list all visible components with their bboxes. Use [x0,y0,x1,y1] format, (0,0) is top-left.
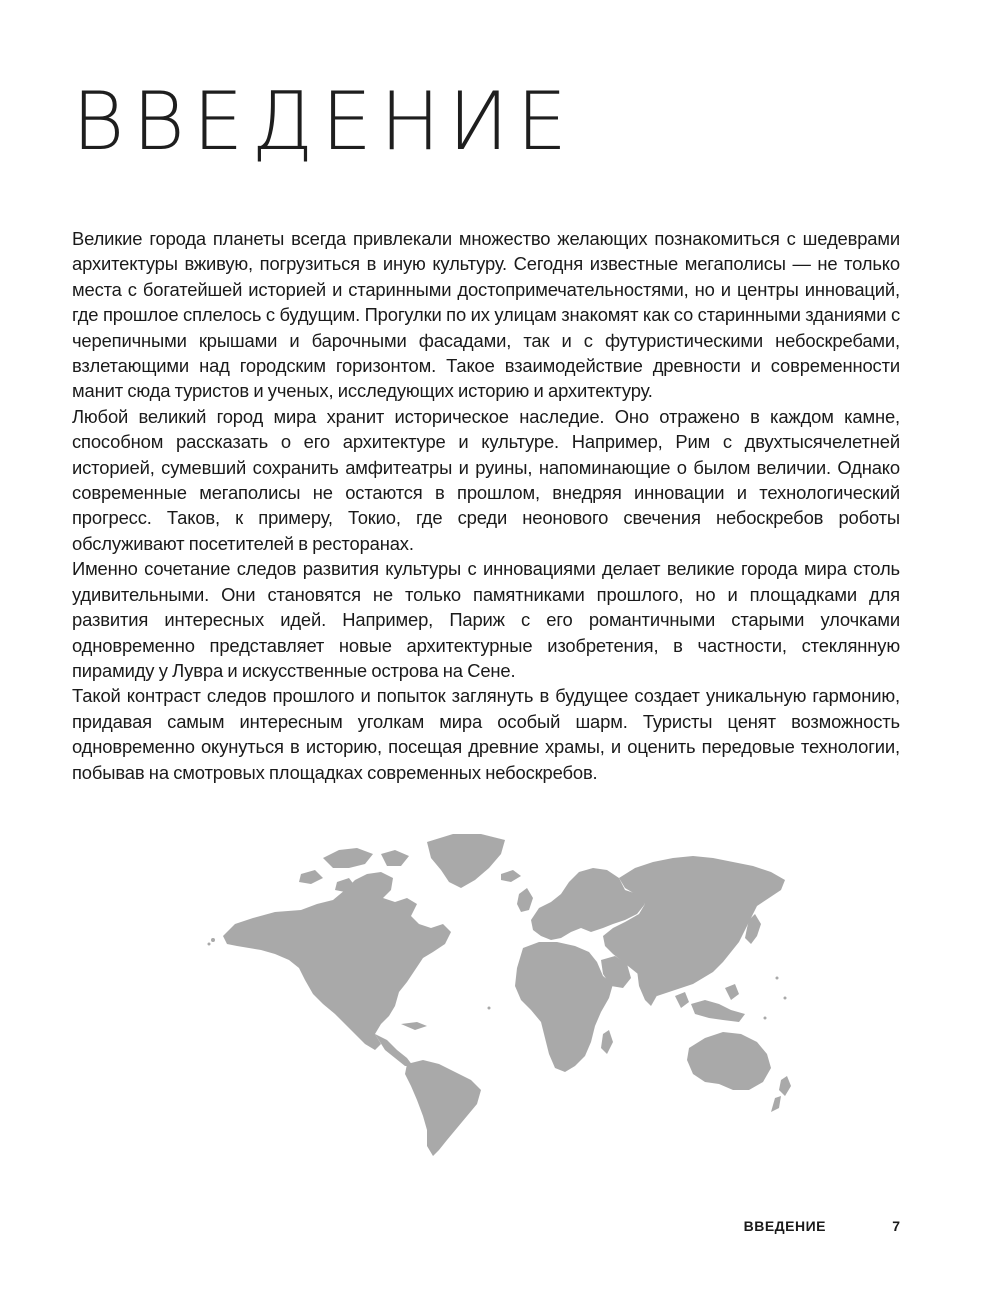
southeast-asia-islands [675,984,745,1022]
paragraph-3: Именно сочетание следов развития культуры с инновациями делает великие города мира столь удивительными. Они становятся не только памятниками прошлого, но и площадками для развития интересных идей. Например, Париж с его романтичными старыми улочками одновременно представляет новые архитектурные изобретения, в частности, стеклянную пирамиду у Лувра и искусственные острова на Сене. [72,558,900,681]
south-america-shape [405,1060,481,1156]
paragraph-2: Любой великий город мира хранит историческое наследие. Оно отражено в каждом камне, способном рассказать о его архитектуре и культуре. Например, Рим с двухтысячелетней историей, сумевший сохранить амфитеатры и руины, напоминающие о былом величии. Однако современные мегаполисы не остаются в прошлом, внедряя инновации и технологический прогресс. Таков, к примеру, Токио, где среди неонового свечения небоскребов роботы обслуживают посетителей в ресторанах. [72,405,900,554]
central-america-shape [375,1022,427,1066]
footer-section-label: ВВЕДЕНИЕ [743,1218,826,1234]
uk-shape [517,888,533,912]
greenland-shape [427,834,505,888]
world-map-icon [205,828,795,1158]
iceland-shape [501,870,521,882]
north-america-islands [299,848,409,892]
page-title: ВВЕДЕНИЕ [72,75,576,168]
page-number: 7 [892,1218,900,1234]
paragraph-4: Такой контраст следов прошлого и попыток заглянуть в будущее создает уникальную гармонию, придавая самым интересным уголкам мира особый шарм. Туристы ценят возможность одновременно окунуться в историю, посещая древние храмы, и оценить передовые технологии, побывав на смотровых площадках современных небоскребов. [72,685,900,783]
body-text [72,226,900,785]
australia-shape [687,1032,771,1090]
new-zealand-shape [771,1076,791,1112]
madagascar-shape [601,1030,613,1054]
paragraph-1: Великие города планеты всегда привлекали множество желающих познакомиться с шедеврами архитектуры вживую, погрузиться в иную культуру. Сегодня известные мегаполисы — не только места с богатейшей историей и старинными достопримечательностями, но и центры инноваций, где прошлое сплелось с будущим. Прогулки по их улицам знакомят как со старинными зданиями с черепичными крышами и барочными фасадами, так и с футуристическими небоскребами, взлетающими над городским горизонтом. Такое взаимодействие древности и современности манит сюда туристов и ученых, исследующих историю и архитектуру. [72,228,900,402]
page-footer [0,1216,1000,1240]
africa-shape [515,942,613,1072]
